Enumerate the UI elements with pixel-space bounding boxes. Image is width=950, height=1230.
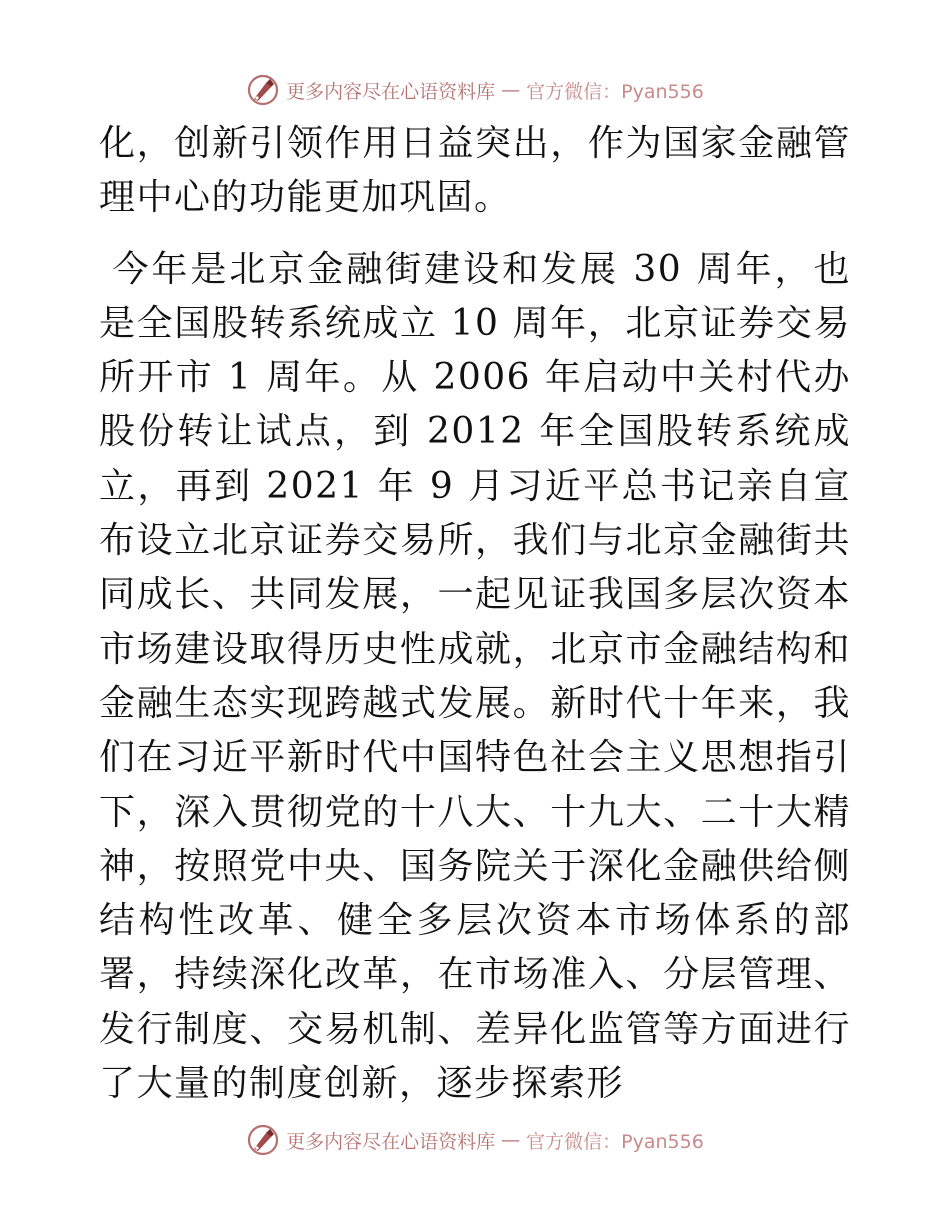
- paragraph: 化，创新引领作用日益突出，作为国家金融管理中心的功能更加巩固。: [99, 123, 851, 219]
- paragraph-text: 今年是北京金融街建设和发展 30 周年，也是全国股转系统成立 10 周年，北京证券交易所开市 1 周年。从 2006 年启动中关村代办股份转让试点，到 2012 年全国股转系统成立，再到 2021 年 9 月习近平总书记亲自宣布设立北京证券交易所，我们与北京金融街共同成长、共同发展，一起见证我国多层次资本市场建设取得历史性成就，北京市金融结构和金融生态实现跨越式发展。新时代十年来，我们在习近平新时代中国特色社会主义思想指引下，深入贯彻党的十八大、十九大、二十大精神，按照党中央、国务院关于深化金融供给侧结构性改革、健全多层次资本市场体系的部署，持续深化改革，在市场准入、分层管理、发行制度、交易机制、差异化监管等方面进行了大量的制度创新，逐步探索形: [99, 248, 851, 1105]
- banner-separator: —: [501, 1129, 521, 1151]
- pen-nib-logo-icon: [246, 1123, 280, 1157]
- banner-text: 更多内容尽在心语资料库: [286, 1130, 496, 1153]
- banner-contact: 官方微信：Pyan556: [526, 80, 704, 103]
- document-body: [99, 117, 851, 1111]
- banner-text: 更多内容尽在心语资料库: [286, 80, 496, 103]
- footer-watermark-banner: [0, 1120, 950, 1160]
- pen-nib-logo-icon: [246, 73, 280, 107]
- banner-contact: 官方微信：Pyan556: [526, 1130, 704, 1153]
- header-watermark-banner: [0, 70, 950, 110]
- banner-separator: —: [501, 79, 521, 101]
- paragraph: [99, 243, 851, 1112]
